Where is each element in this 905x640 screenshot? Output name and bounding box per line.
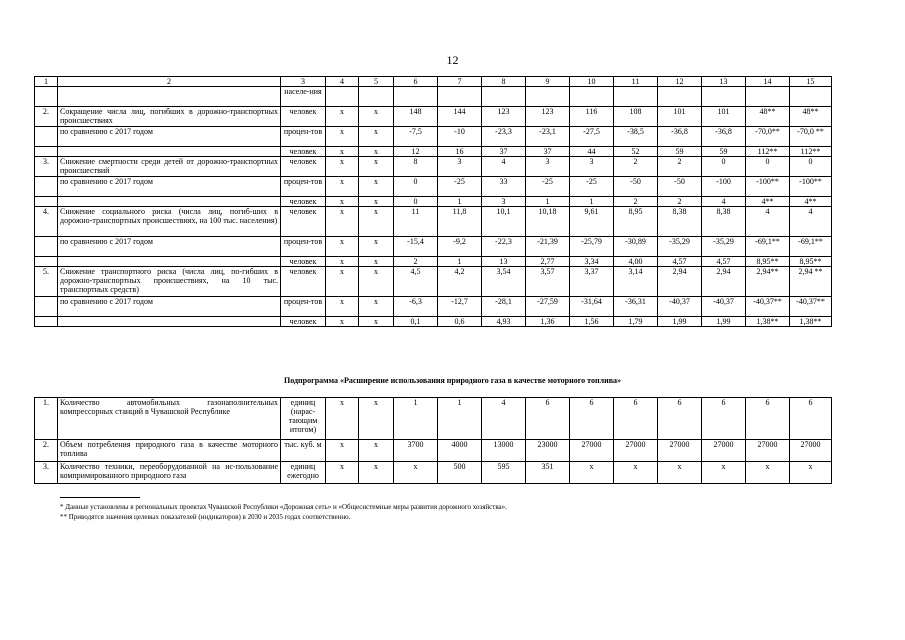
table-row: [35, 87, 832, 107]
value-cell: 2: [658, 197, 702, 207]
value-cell: [570, 87, 614, 107]
value-cell: 0: [790, 157, 832, 177]
value-cell: [482, 87, 526, 107]
column-number: 7: [438, 77, 482, 87]
value-cell: [790, 87, 832, 107]
value-cell: -27,59: [526, 297, 570, 317]
column-number: 9: [526, 77, 570, 87]
value-cell: 33: [482, 177, 526, 197]
indicator-name: по сравнению с 2017 годом: [58, 237, 281, 257]
row-number: 5.: [35, 267, 58, 297]
value-cell: х: [359, 462, 394, 484]
value-cell: х: [326, 157, 359, 177]
indicator-name: [58, 257, 281, 267]
value-cell: х: [359, 267, 394, 297]
value-cell: 3,14: [614, 267, 658, 297]
value-cell: х: [359, 157, 394, 177]
indicator-name: [58, 87, 281, 107]
value-cell: [702, 87, 746, 107]
value-cell: 4: [482, 157, 526, 177]
value-cell: 3: [570, 157, 614, 177]
value-cell: 8,95: [614, 207, 658, 237]
value-cell: х: [359, 297, 394, 317]
value-cell: [359, 87, 394, 107]
value-cell: х: [359, 398, 394, 440]
value-cell: -23,3: [482, 127, 526, 147]
value-cell: [394, 87, 438, 107]
value-cell: 500: [438, 462, 482, 484]
table-row: [35, 157, 832, 177]
value-cell: 1: [438, 398, 482, 440]
value-cell: 1,56: [570, 317, 614, 327]
value-cell: -36,8: [702, 127, 746, 147]
value-cell: 10,18: [526, 207, 570, 237]
value-cell: 2: [658, 157, 702, 177]
value-cell: 1,36: [526, 317, 570, 327]
unit-cell: процен-тов: [281, 177, 326, 197]
indicator-name: Снижение транспортного риска (числа лиц, по-гибших в дорожно-транспортных происшествиях, на 10 тыс. транспортных средств): [58, 267, 281, 297]
value-cell: 2: [614, 197, 658, 207]
indicator-name: Снижение социального риска (числа лиц, погиб-ших в дорожно-транспортных происшествиях, на 100 тыс. населения): [58, 207, 281, 237]
value-cell: х: [746, 462, 790, 484]
value-cell: х: [359, 440, 394, 462]
value-cell: 8,38: [702, 207, 746, 237]
value-cell: 27000: [658, 440, 702, 462]
column-number: 8: [482, 77, 526, 87]
value-cell: 11,8: [438, 207, 482, 237]
value-cell: 27000: [790, 440, 832, 462]
value-cell: х: [359, 317, 394, 327]
value-cell: х: [570, 462, 614, 484]
value-cell: -25: [438, 177, 482, 197]
value-cell: 6: [702, 398, 746, 440]
value-cell: 1,79: [614, 317, 658, 327]
value-cell: 2,77: [526, 257, 570, 267]
value-cell: х: [326, 317, 359, 327]
value-cell: 4: [790, 207, 832, 237]
column-number: 14: [746, 77, 790, 87]
table-row: [35, 317, 832, 327]
subprogram-title: Подпрограмма «Расширение использования природного газа в качестве моторного топлива»: [283, 376, 622, 385]
column-number: 5: [359, 77, 394, 87]
value-cell: х: [359, 127, 394, 147]
value-cell: х: [359, 107, 394, 127]
value-cell: 595: [482, 462, 526, 484]
value-cell: -36,8: [658, 127, 702, 147]
value-cell: 4,57: [658, 257, 702, 267]
value-cell: 4**: [790, 197, 832, 207]
value-cell: -25: [526, 177, 570, 197]
value-cell: 0: [746, 157, 790, 177]
value-cell: х: [326, 127, 359, 147]
value-cell: х: [359, 257, 394, 267]
value-cell: х: [359, 147, 394, 157]
value-cell: 0,6: [438, 317, 482, 327]
value-cell: 6: [570, 398, 614, 440]
value-cell: 4: [482, 398, 526, 440]
column-number: 4: [326, 77, 359, 87]
row-number: 1.: [35, 398, 58, 440]
table-row: [35, 147, 832, 157]
value-cell: 8,95**: [790, 257, 832, 267]
value-cell: -40,37**: [746, 297, 790, 317]
row-number: [35, 87, 58, 107]
value-cell: 3,57: [526, 267, 570, 297]
row-number: [35, 317, 58, 327]
value-cell: х: [614, 462, 658, 484]
value-cell: 12: [394, 147, 438, 157]
value-cell: 0: [702, 157, 746, 177]
value-cell: 1: [526, 197, 570, 207]
row-number: [35, 127, 58, 147]
value-cell: х: [394, 462, 438, 484]
value-cell: х: [326, 237, 359, 257]
indicator-name: [58, 317, 281, 327]
value-cell: 6: [746, 398, 790, 440]
value-cell: х: [326, 177, 359, 197]
table-row: [35, 297, 832, 317]
value-cell: х: [359, 177, 394, 197]
value-cell: 2,94 **: [790, 267, 832, 297]
unit-cell: единиц ежегодно: [281, 462, 326, 484]
value-cell: х: [326, 147, 359, 157]
value-cell: -6,3: [394, 297, 438, 317]
value-cell: -10: [438, 127, 482, 147]
value-cell: 3: [526, 157, 570, 177]
value-cell: -12,7: [438, 297, 482, 317]
value-cell: [326, 87, 359, 107]
value-cell: 0: [394, 197, 438, 207]
value-cell: -100**: [790, 177, 832, 197]
value-cell: [658, 87, 702, 107]
row-number: [35, 237, 58, 257]
value-cell: 2,94**: [746, 267, 790, 297]
value-cell: 37: [482, 147, 526, 157]
value-cell: 101: [658, 107, 702, 127]
unit-cell: человек: [281, 257, 326, 267]
value-cell: 11: [394, 207, 438, 237]
row-number: 2.: [35, 440, 58, 462]
value-cell: 3,54: [482, 267, 526, 297]
row-number: 3.: [35, 462, 58, 484]
value-cell: х: [326, 462, 359, 484]
value-cell: 4**: [746, 197, 790, 207]
value-cell: 1: [438, 257, 482, 267]
value-cell: 3,34: [570, 257, 614, 267]
table-row: [35, 107, 832, 127]
value-cell: 27000: [570, 440, 614, 462]
value-cell: 116: [570, 107, 614, 127]
indicator-name: Сокращение числа лиц, погибших в дорожно-транспортных происшествиях: [58, 107, 281, 127]
value-cell: 4,2: [438, 267, 482, 297]
indicator-name: Снижение смертности среди детей от дорожно-транспортных происшествий: [58, 157, 281, 177]
value-cell: 4: [702, 197, 746, 207]
value-cell: 3: [438, 157, 482, 177]
value-cell: х: [326, 257, 359, 267]
value-cell: -31,64: [570, 297, 614, 317]
indicator-name: Количество техники, переоборудованной на ис-пользование компримированного природного газа: [58, 462, 281, 484]
value-cell: 3: [482, 197, 526, 207]
column-number: 13: [702, 77, 746, 87]
value-cell: 1: [438, 197, 482, 207]
value-cell: 9,61: [570, 207, 614, 237]
indicators-table: [34, 76, 832, 327]
value-cell: -69,1**: [790, 237, 832, 257]
value-cell: -69,1**: [746, 237, 790, 257]
table-row: [35, 237, 832, 257]
row-number: 2.: [35, 107, 58, 127]
value-cell: 112**: [790, 147, 832, 157]
value-cell: 148: [394, 107, 438, 127]
value-cell: 1,38**: [746, 317, 790, 327]
indicator-name: по сравнению с 2017 годом: [58, 177, 281, 197]
value-cell: -27,5: [570, 127, 614, 147]
value-cell: 0,1: [394, 317, 438, 327]
value-cell: 6: [790, 398, 832, 440]
column-number: 15: [790, 77, 832, 87]
row-number: 3.: [35, 157, 58, 177]
value-cell: х: [326, 398, 359, 440]
footnote: ** Приводятся значения целевых показателей (индикаторов) в 2030 и 2035 годах соответственно.: [60, 513, 351, 521]
column-number-row: [35, 77, 832, 87]
value-cell: 112**: [746, 147, 790, 157]
value-cell: х: [702, 462, 746, 484]
value-cell: 59: [658, 147, 702, 157]
value-cell: 6: [658, 398, 702, 440]
value-cell: х: [359, 207, 394, 237]
value-cell: х: [658, 462, 702, 484]
column-number: 11: [614, 77, 658, 87]
value-cell: -50: [658, 177, 702, 197]
row-number: [35, 257, 58, 267]
indicator-name: [58, 197, 281, 207]
value-cell: 16: [438, 147, 482, 157]
value-cell: -35,29: [702, 237, 746, 257]
value-cell: 27000: [746, 440, 790, 462]
table-row: [35, 127, 832, 147]
value-cell: -30,89: [614, 237, 658, 257]
value-cell: -40,37**: [790, 297, 832, 317]
column-number: 10: [570, 77, 614, 87]
value-cell: 44: [570, 147, 614, 157]
value-cell: -100**: [746, 177, 790, 197]
row-number: [35, 197, 58, 207]
value-cell: 59: [702, 147, 746, 157]
value-cell: [438, 87, 482, 107]
value-cell: -25: [570, 177, 614, 197]
indicator-name: по сравнению с 2017 годом: [58, 127, 281, 147]
table-row: [35, 267, 832, 297]
value-cell: -22,3: [482, 237, 526, 257]
value-cell: -40,37: [658, 297, 702, 317]
value-cell: 4000: [438, 440, 482, 462]
column-number: 2: [58, 77, 281, 87]
row-number: [35, 297, 58, 317]
value-cell: х: [359, 197, 394, 207]
unit-cell: человек: [281, 197, 326, 207]
value-cell: 0: [394, 177, 438, 197]
table-row: [35, 177, 832, 197]
value-cell: х: [326, 197, 359, 207]
value-cell: 48**: [790, 107, 832, 127]
unit-cell: человек: [281, 267, 326, 297]
row-number: [35, 177, 58, 197]
value-cell: 48**: [746, 107, 790, 127]
value-cell: 2,94: [702, 267, 746, 297]
value-cell: 27000: [702, 440, 746, 462]
value-cell: 2: [394, 257, 438, 267]
column-number: 6: [394, 77, 438, 87]
value-cell: [746, 87, 790, 107]
unit-cell: человек: [281, 317, 326, 327]
unit-cell: населе-ния: [281, 87, 326, 107]
value-cell: 27000: [614, 440, 658, 462]
value-cell: 8,38: [658, 207, 702, 237]
value-cell: х: [790, 462, 832, 484]
value-cell: 3,37: [570, 267, 614, 297]
subprogram-table: [34, 397, 832, 484]
value-cell: -7,5: [394, 127, 438, 147]
value-cell: -25,79: [570, 237, 614, 257]
value-cell: 144: [438, 107, 482, 127]
value-cell: х: [359, 237, 394, 257]
value-cell: -40,37: [702, 297, 746, 317]
value-cell: 123: [482, 107, 526, 127]
value-cell: 1,99: [702, 317, 746, 327]
value-cell: 2: [614, 157, 658, 177]
unit-cell: процен-тов: [281, 127, 326, 147]
value-cell: 101: [702, 107, 746, 127]
value-cell: -15,4: [394, 237, 438, 257]
value-cell: 1,99: [658, 317, 702, 327]
value-cell: 37: [526, 147, 570, 157]
value-cell: 6: [614, 398, 658, 440]
value-cell: х: [326, 267, 359, 297]
footnote: * Данные установлены в региональных проектах Чувашской Республики «Дорожная сеть» и «Общесистемные меры развития дорожного хозяйства».: [60, 503, 507, 511]
unit-cell: человек: [281, 207, 326, 237]
value-cell: -38,5: [614, 127, 658, 147]
column-number: 3: [281, 77, 326, 87]
value-cell: 4,93: [482, 317, 526, 327]
value-cell: 123: [526, 107, 570, 127]
value-cell: 351: [526, 462, 570, 484]
column-number: 1: [35, 77, 58, 87]
value-cell: х: [326, 107, 359, 127]
footnote-divider: [60, 497, 140, 498]
value-cell: -36,31: [614, 297, 658, 317]
value-cell: -50: [614, 177, 658, 197]
unit-cell: процен-тов: [281, 237, 326, 257]
value-cell: 1,38**: [790, 317, 832, 327]
value-cell: 6: [526, 398, 570, 440]
value-cell: 4,57: [702, 257, 746, 267]
column-number: 12: [658, 77, 702, 87]
unit-cell: человек: [281, 147, 326, 157]
value-cell: 8,95**: [746, 257, 790, 267]
value-cell: 3700: [394, 440, 438, 462]
value-cell: х: [326, 207, 359, 237]
page-number: 12: [446, 53, 459, 67]
value-cell: 4,00: [614, 257, 658, 267]
unit-cell: человек: [281, 157, 326, 177]
value-cell: х: [326, 440, 359, 462]
value-cell: [614, 87, 658, 107]
value-cell: 10,1: [482, 207, 526, 237]
indicator-name: [58, 147, 281, 157]
unit-cell: единиц (нарас-тающим итогом): [281, 398, 326, 440]
value-cell: 8: [394, 157, 438, 177]
value-cell: -70,0 **: [790, 127, 832, 147]
unit-cell: процен-тов: [281, 297, 326, 317]
table-row: [35, 257, 832, 267]
value-cell: 23000: [526, 440, 570, 462]
value-cell: -9,2: [438, 237, 482, 257]
table-row: [35, 207, 832, 237]
value-cell: х: [326, 297, 359, 317]
table-row: [35, 398, 832, 440]
table-row: [35, 197, 832, 207]
value-cell: 13: [482, 257, 526, 267]
value-cell: -70,0**: [746, 127, 790, 147]
value-cell: 1: [570, 197, 614, 207]
table-row: [35, 440, 832, 462]
value-cell: 4,5: [394, 267, 438, 297]
value-cell: [526, 87, 570, 107]
value-cell: 4: [746, 207, 790, 237]
value-cell: 1: [394, 398, 438, 440]
indicator-name: Объем потребления природного газа в качестве моторного топлива: [58, 440, 281, 462]
value-cell: 13000: [482, 440, 526, 462]
value-cell: -23,1: [526, 127, 570, 147]
value-cell: 2,94: [658, 267, 702, 297]
row-number: [35, 147, 58, 157]
table-row: [35, 462, 832, 484]
value-cell: 108: [614, 107, 658, 127]
value-cell: -35,29: [658, 237, 702, 257]
value-cell: 52: [614, 147, 658, 157]
unit-cell: тыс. куб. м: [281, 440, 326, 462]
value-cell: -28,1: [482, 297, 526, 317]
unit-cell: человек: [281, 107, 326, 127]
indicator-name: Количество автомобильных газонаполнительных компрессорных станций в Чувашской Республике: [58, 398, 281, 440]
value-cell: -21,39: [526, 237, 570, 257]
indicator-name: по сравнению с 2017 годом: [58, 297, 281, 317]
value-cell: -100: [702, 177, 746, 197]
row-number: 4.: [35, 207, 58, 237]
